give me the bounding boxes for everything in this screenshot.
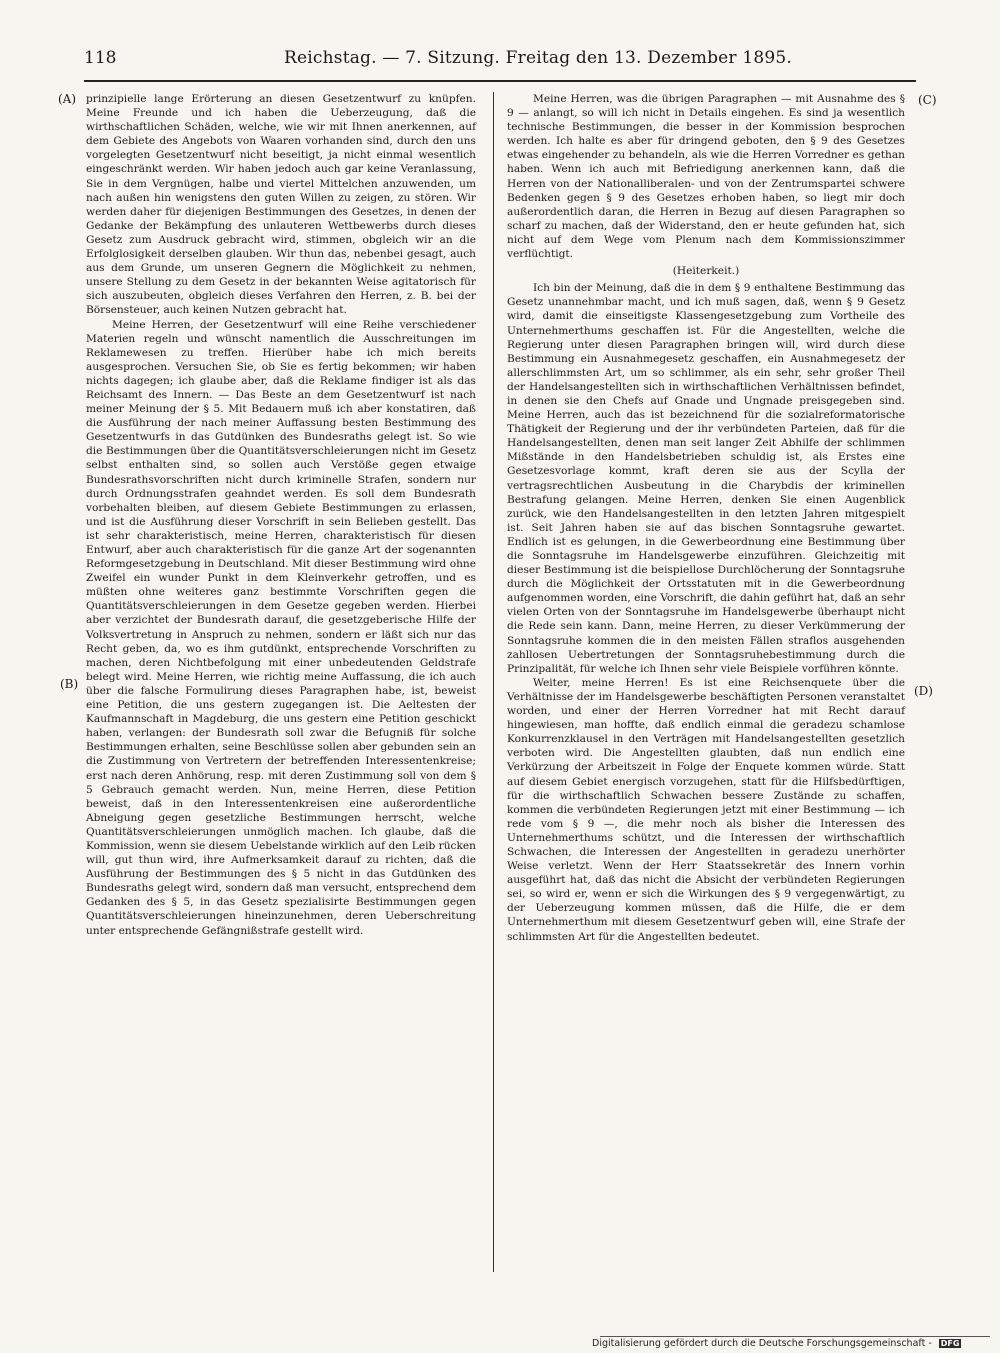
right-paragraph-3: Weiter, meine Herren! Es ist eine Reichsenquete über die Verhältnisse der im Handelsgewerbe beschäftigten Personen veranstaltet worden, und einer der Herren Vorredner hat mit Recht darauf hingewiesen, man hoffte, daß endlich einmal die geradezu schamlose Konkurrenzklausel in den Verträgen mit Handelsangestellten gesetzlich verboten wird. Die Angestellten glaubten, daß nun endlich eine Verkürzung der Arbeitszeit in Folge der Enquete kommen würde. Statt auf diesem Gebiet energisch vorzugehen, statt für die Hilfsbedürftigen, für die wirthschaftlich Schwachen bessere Zustände zu schaffen, kommen die verbündeten Regierungen jetzt mit einer Bestimmung — ich rede vom § 9 —, die mehr noch als bisher die Interessen des Unternehmerthums schützt, und die Interessen der wirthschaftlich Schwachen, die Interessen der Angestellten in geradezu unerhörter Weise verletzt. Wenn der Herr Staatssekretär des Innern vorhin ausgeführt hat, daß das nicht die Absicht der verbündeten Regierungen sei, so wird er, wenn er sich die Wirkungen des § 9 vergegenwärtigt, zu der Ueberzeugung kommen müssen, daß die Hilfe, die er dem Unternehmerthum mit diesem Gesetzentwurf geben will, eine Strafe der schlimmsten Art für die Angestellten bedeutet. [507,676,905,943]
margin-marker-c: (C) [918,93,937,107]
margin-marker-b: (B) [60,677,79,691]
page-header [84,44,916,74]
margin-marker-d: (D) [914,684,933,698]
footer-text: Digitalisierung gefördert durch die Deutsche Forschungsgemeinschaft - [592,1338,932,1349]
footer [592,1338,992,1352]
left-column [86,92,476,938]
interjection: (Heiterkeit.) [672,265,740,278]
column-divider [493,92,494,1272]
dfg-logo-icon: DFG [940,1339,960,1348]
right-column [507,92,905,944]
footer-rule [600,1336,990,1337]
left-paragraph-2: Meine Herren, der Gesetzentwurf will eine Reihe verschiedener Materien regeln und wünscht namentlich die Ausschreitungen im Reklamewesen zu treffen. Hierüber habe ich mich bereits ausgesprochen. Versuchen Sie, ob Sie es fertig bekommen; wir haben nichts dagegen; ich glaube aber, daß die Reklame findiger ist als das Reichsamt des Innern. — Das Beste an dem Gesetzentwurf ist nach meiner Meinung der § 5. Mit Bedauern muß ich aber konstatiren, daß die Ausführung der nach meiner Auffassung besten Bestimmung des Gesetzentwurfs in das Gutdünken des Bundesraths gelegt ist. So wie die Bestimmungen über die Quantitätsverschleierungen nicht im Gesetz selbst enthalten sind, so sollen auch Verstöße gegen etwaige Bundesrathsvorschriften nicht durch kriminelle Strafen, sondern nur durch Ordnungsstrafen geahndet werden. Es soll dem Bundesrath vorbehalten bleiben, auf diesem Gebiete Bestimmungen zu erlassen, und ist die Ausführung dieser Vorschrift in sein Belieben gestellt. Das ist sehr charakteristisch, meine Herren, charakteristisch für diesen Entwurf, aber auch charakteristisch für die ganze Art der sogenannten Reformgesetzgebung in Deutschland. Mit dieser Bestimmung wird ohne Zweifel ein wunder Punkt in dem Kleinverkehr getroffen, und es müßten ohne weiteres ganz bestimmte Vorschriften gegen die Quantitätsverschleierungen in dem Gesetze gegeben werden. Hierbei aber verzichtet der Bundesrath darauf, die gesetzgeberische Hilfe der Volksvertretung in Anspruch zu nehmen, sondern er läßt sich nur das Recht geben, da, wo es ihm gutdünkt, entsprechende Vorschriften zu machen, deren Nichtbefolgung mit einer unbedeutenden Geldstrafe belegt wird. Meine Herren, wie richtig meine Auffassung, die ich auch über die falsche Formulirung dieses Paragraphen habe, ist, beweist eine Petition, die uns gestern zugegangen ist. Die Aeltesten der Kaufmannschaft in Magdeburg, die uns gestern eine Petition geschickt haben, verlangen: der Bundesrath soll zwar die Befugniß für solche Bestimmungen erhalten, seine Beschlüsse sollen aber gebunden sein an die Zustimmung von Vertretern der betreffenden Interessentenkreise; erst nach deren Anhörung, resp. mit deren Zustimmung soll von dem § 5 Gebrauch gemacht werden. Nun, meine Herren, diese Petition beweist, daß in den Interessentenkreisen eine außerordentliche Abneigung gegen gesetzliche Bestimmungen herrscht, welche Quantitätsverschleierungen unmöglich machen. Ich glaube, daß die Kommission, wenn sie diesem Uebelstande wirklich auf den Leib rücken will, gut thun wird, ihre Aufmerksamkeit darauf zu richten, daß die Ausführung der Bestimmungen des § 5 nicht in das Gutdünken des Bundesraths gelegt wird, sondern daß man versucht, entsprechend dem Gedanken des § 5, in das Gesetz spezialisirte Bestimmungen gegen Quantitätsverschleierungen hineinzunehmen, deren Ueberschreitung unter entsprechende Gefängnißstrafe gestellt wird. [86,318,476,937]
page-number: 118 [84,48,117,68]
margin-marker-a: (A) [58,92,77,106]
right-paragraph-1: Meine Herren, was die übrigen Paragraphen — mit Ausnahme des § 9 — anlangt, so will ich nicht in Details eingehen. Es sind ja wesentlich technische Bestimmungen, die besser in der Kommission besprochen werden. Ich halte es aber für dringend geboten, den § 9 des Gesetzes etwas eingehender zu behandeln, als wie die Herren Vorredner es gethan haben. Wenn ich auch mit Befriedigung anerkennen kann, daß die Herren von der Nationalliberalen- und von der Zentrumspartei schwere Bedenken gegen § 9 des Gesetzes erhoben haben, so liegt mir doch außerordentlich daran, die Herren in Bezug auf diesen Paragraphen so scharf zu machen, daß der Widerstand, den er heute gefunden hat, sich nicht auf dem Wege vom Plenum nach dem Kommissionszimmer verflüchtigt. [507,93,905,261]
running-head: Reichstag. — 7. Sitzung. Freitag den 13. Dezember 1895. [284,48,793,68]
right-paragraph-2: Ich bin der Meinung, daß die in dem § 9 enthaltene Bestimmung das Gesetz unannehmbar macht, und ich muß sagen, daß, wenn § 9 Gesetz wird, damit die einseitigste Klassengesetzgebung zum Vortheile des Unternehmerthums geschaffen ist. Für die Angestellten, welche die Regierung unter diesen Paragraphen bringen will, wird durch diese Bestimmung ein Ausnahmegesetz geschaffen, ein Ausnahmegesetz der allerschlimmsten Art, um so schlimmer, als ein sehr, sehr großer Theil der Handelsangestellten sich in wirthschaftlichen Verhältnissen befindet, in denen sie den Chefs auf Gnade und Ungnade preisgegeben sind. Meine Herren, auch das ist bezeichnend für die sozialreformatorische Thätigkeit der Regierung und der ihr verbündeten Parteien, daß für die Handelsangestellten, denen man seit langer Zeit Abhilfe der schlimmen Mißstände in den Handelsbetrieben schuldig ist, als Erstes eine Gesetzesvorlage kommt, kraft deren sie aus der Scylla der vertragsrechtlichen Ausbeutung in die Charybdis der kriminellen Bestrafung gelangen. Meine Herren, denken Sie einen Augenblick zurück, wie den Handelsangestellten in den letzten Jahren mitgespielt ist. Seit Jahren haben sie auf das bischen Sonntagsruhe gewartet. Endlich ist es gelungen, in die Gewerbeordnung eine Bestimmung über die Sonntagsruhe im Handelsgewerbe einzuführen. Gleichzeitig mit dieser Bestimmung ist die beispiellose Durchlöcherung der Sonntagsruhe durch die Möglichkeit der Ortsstatuten mit in die Gewerbeordnung aufgenommen worden, eine Vorschrift, die dahin geführt hat, daß an sehr vielen Orten von der Sonntagsruhe im Handelsgewerbe überhaupt nicht die Rede sein kann. Dann, meine Herren, zu dieser Verkümmerung der Sonntagsruhe kommen die in den meisten Fällen straflos ausgehenden zahllosen Uebertretungen der Sonntagsruhebestimmung durch die Prinzipalität, für welche ich Ihnen sehr viele Beispiele vorführen könnte. [507,282,905,675]
header-rule [84,80,916,82]
left-paragraph-1: prinzipielle lange Erörterung an diesen Gesetzentwurf zu knüpfen. Meine Freunde und ich haben die Ueberzeugung, daß die wirthschaftlichen Schäden, welche, wie wir mit Ihnen anerkennen, auf dem Gebiete des Angebots von Waaren vorhanden sind, durch den uns vorgelegten Gesetzentwurf nicht beseitigt, ja nicht einmal wesentlich eingeschränkt werden. Wir haben jedoch auch gar keine Veranlassung, Sie in dem Vergnügen, halbe und viertel Mittelchen anzuwenden, um nach außen hin wenigstens den guten Willen zu zeigen, zu stören. Wir werden daher für diejenigen Bestimmungen des Gesetzes, in denen der Gedanke der Bekämpfung des unlauteren Wettbewerbs durch dieses Gesetz zum Ausdruck gebracht wird, stimmen, obgleich wir an die Erfolglosigkeit derselben glauben. Wir thun das, nebenbei gesagt, auch aus dem Grunde, um unseren Gegnern die Möglichkeit zu nehmen, unsere Stellung zu dem Gesetz in der bekannten Weise agitatorisch für sich auszubeuten, obgleich dieses Verfahren den Herren, z. B. bei der Börsensteuer, auch keinen Nutzen gebracht hat. [86,93,476,317]
